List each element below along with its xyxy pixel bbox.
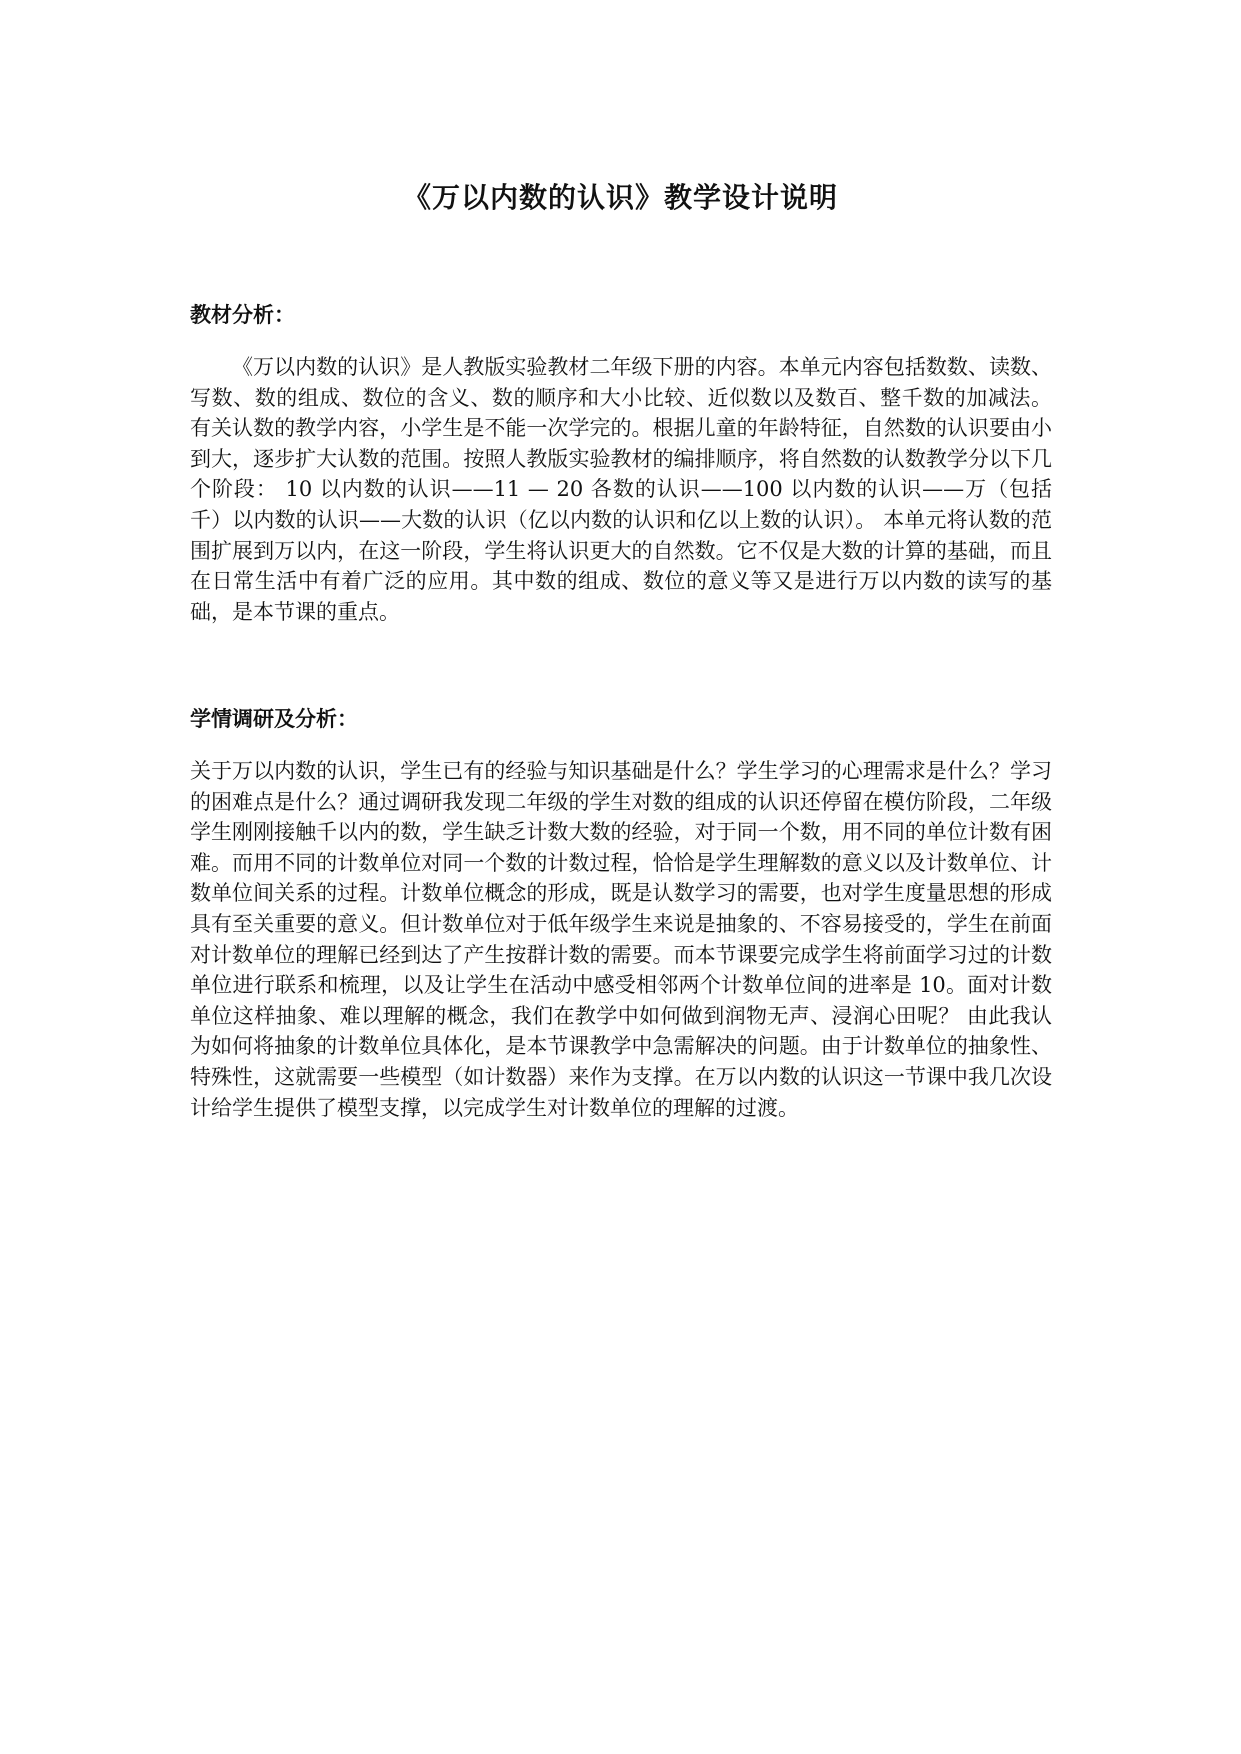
document-title: 《万以内数的认识》教学设计说明: [402, 181, 838, 214]
section-heading-textbook-analysis: 教材分析：: [190, 303, 295, 327]
section-heading-student-analysis: 学情调研及分析：: [190, 707, 358, 731]
section-body-student-analysis: 关于万以内数的认识，学生已有的经验与知识基础是什么？学生学习的心理需求是什么？学习的困难点是什么？通过调研我发现二年级的学生对数的组成的认识还停留在模仿阶段，二年级学生刚刚接触千以内的数，学生缺乏计数大数的经验，对于同一个数，用不同的单位计数有困难。而用不同的计数单位对同一个数的计数过程，恰恰是学生理解数的意义以及计数单位、计数单位间关系的过程。计数单位概念的形成，既是认数学习的需要，也对学生度量思想的形成具有至关重要的意义。但计数单位对于低年级学生来说是抽象的、不容易接受的，学生在前面对计数单位的理解已经到达了产生按群计数的需要。而本节课要完成学生将前面学习过的计数单位进行联系和梳理，以及让学生在活动中感受相邻两个计数单位间的进率是 10。面对计数单位这样抽象、难以理解的概念，我们在教学中如何做到润物无声、浸润心田呢？ 由此我认为如何将抽象的计数单位具体化，是本节课教学中急需解决的问题。由于计数单位的抽象性、特殊性，这就需要一些模型（如计数器）来作为支撑。在万以内数的认识这一节课中我几次设计给学生提供了模型支撑，以完成学生对计数单位的理解的过渡。: [190, 759, 1052, 1120]
section-body-textbook-analysis: 《万以内数的认识》是人教版实验教材二年级下册的内容。本单元内容包括数数、读数、写数、数的组成、数位的含义、数的顺序和大小比较、近似数以及数百、整千数的加减法。 有关认数的教学内容，小学生是不能一次学完的。根据儿童的年龄特征，自然数的认识要由小到大，逐步扩大认数的范围。按照人教版实验教材的编排顺序，将自然数的认数教学分以下几个阶段： 10 以内数的认识——11 — 20 各数的认识——100 以内数的认识——万（包括千）以内数的认识——大数的认识（亿以内数的认识和亿以上数的认识）。 本单元将认数的范围扩展到万以内，在这一阶段，学生将认识更大的自然数。它不仅是大数的计算的基础，而且在日常生活中有着广泛的应用。其中数的组成、数位的意义等又是进行万以内数的读写的基础，是本节课的重点。: [190, 355, 1052, 624]
